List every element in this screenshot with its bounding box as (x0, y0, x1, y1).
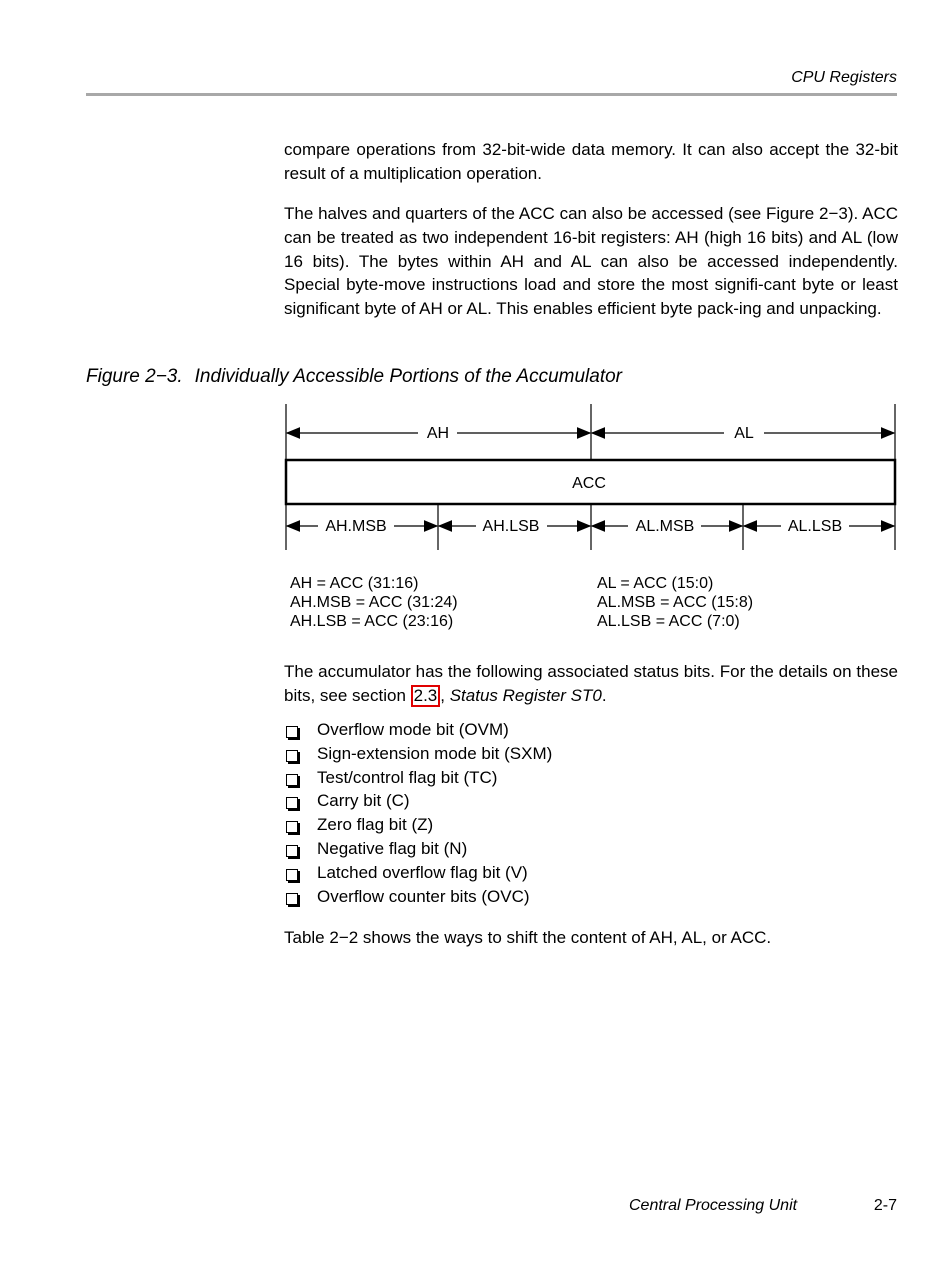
list-item-label: Latched overflow flag bit (V) (317, 862, 528, 882)
list-item (284, 885, 552, 909)
footer-title: Central Processing Unit (629, 1197, 798, 1214)
list-item (284, 718, 552, 742)
equations-left (290, 574, 458, 631)
al-msb-label: AL.MSB (635, 518, 695, 535)
equation-al-msb: AL.MSB = ACC (15:8) (597, 594, 754, 611)
al-label: AL (734, 425, 754, 442)
header-rule (86, 93, 897, 96)
al-lsb-label: AL.LSB (787, 518, 843, 535)
list-item (284, 837, 552, 861)
list-item (284, 766, 552, 790)
list-item (284, 861, 552, 885)
figure-title: Individually Accessible Portions of the Accumulator (194, 366, 623, 387)
ah-lsb-label: AH.LSB (482, 518, 540, 535)
paragraph-status-bits (284, 660, 898, 708)
list-item (284, 789, 552, 813)
section-title: Status Register ST0 (449, 685, 602, 705)
paragraph-intro: compare operations from 32-bit-wide data memory. It can also accept the 32-bit result of a multiplication operation. (284, 140, 898, 183)
status-bits-list (284, 718, 552, 908)
list-item (284, 742, 552, 766)
paragraph-halves: The halves and quarters of the ACC can also be accessed (see Figure 2−3). ACC can be treated as two independent 16-bit registers: AH (high 16 bits) and AL (low 16 bits). The bytes within AH and AL can also be accessed independently. Special byte-move instructions load and store the most signifi-cant byte or least significant byte of AH or AL. This enables efficient byte pack-ing and unpacking. (284, 204, 898, 319)
acc-label: ACC (572, 475, 606, 492)
list-item-label: Zero flag bit (Z) (317, 815, 434, 835)
checkbox-bullet-icon (286, 726, 298, 738)
list-item-label: Carry bit (C) (317, 791, 410, 811)
list-item-label: Negative flag bit (N) (317, 838, 468, 858)
sentence-end: . (601, 685, 607, 705)
equation-ah: AH = ACC (31:16) (290, 575, 419, 592)
checkbox-bullet-icon (286, 750, 298, 762)
checkbox-bullet-icon (286, 869, 298, 881)
checkbox-bullet-icon (286, 797, 298, 809)
ah-msb-label: AH.MSB (325, 518, 387, 535)
section-link[interactable]: 2.3 (411, 685, 441, 707)
running-header: CPU Registers (791, 69, 897, 86)
equations-right (597, 574, 753, 631)
list-item (284, 813, 552, 837)
section-separator: , (440, 685, 450, 705)
equation-al: AL = ACC (15:0) (597, 575, 714, 592)
ah-label: AH (426, 425, 450, 442)
paragraph-table-ref: Table 2−2 shows the ways to shift the content of AH, AL, or ACC. (284, 928, 772, 947)
equation-al-lsb: AL.LSB = ACC (7:0) (597, 613, 740, 630)
checkbox-bullet-icon (286, 893, 298, 905)
accumulator-diagram (280, 400, 900, 555)
equation-ah-msb: AH.MSB = ACC (31:24) (290, 594, 458, 611)
list-item-label: Test/control flag bit (TC) (317, 767, 498, 787)
list-item-label: Sign-extension mode bit (SXM) (317, 743, 553, 763)
checkbox-bullet-icon (286, 774, 298, 786)
figure-number: Figure 2−3. (86, 366, 183, 387)
status-bits-text: The accumulator has the following associated status bits. For the details on these bits, see section (284, 662, 898, 705)
figure-caption (86, 366, 622, 388)
checkbox-bullet-icon (286, 821, 298, 833)
list-item-label: Overflow counter bits (OVC) (317, 886, 530, 906)
checkbox-bullet-icon (286, 845, 298, 857)
equation-ah-lsb: AH.LSB = ACC (23:16) (290, 613, 454, 630)
page-number: 2-7 (873, 1197, 897, 1214)
list-item-label: Overflow mode bit (OVM) (317, 720, 509, 739)
